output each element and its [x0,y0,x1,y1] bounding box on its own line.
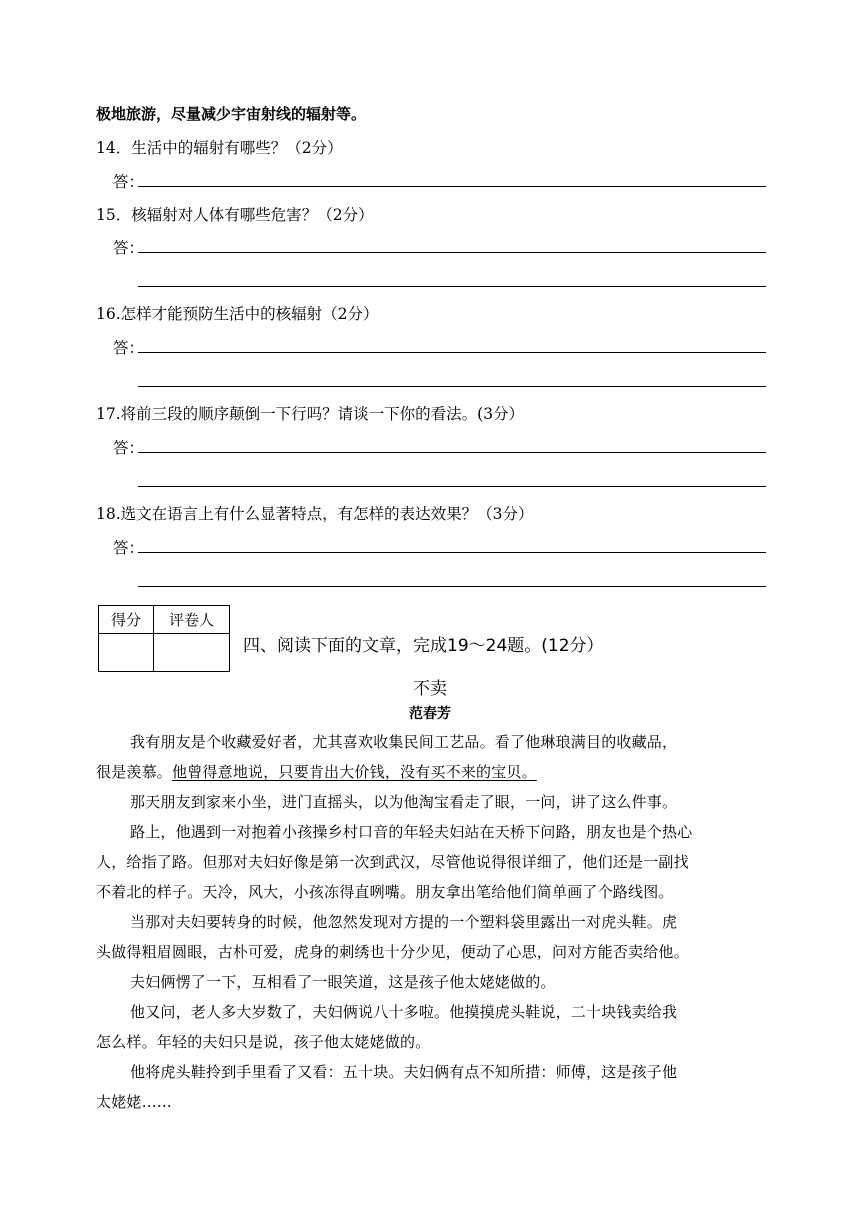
grader-header: 评卷人 [154,606,230,634]
question-14: 14．生活中的辐射有哪些？（2分） [96,139,343,157]
intro-line: 极地旅游，尽量减少宇宙射线的辐射等。 [96,105,367,123]
article-body [96,727,776,1117]
answer-line-16-2[interactable] [138,386,766,387]
question-15: 15．核辐射对人体有哪些危害？（2分） [96,206,374,224]
answer-label-16: 答： [113,339,145,357]
answer-label-17: 答： [113,439,145,457]
score-header: 得分 [99,606,154,634]
answer-line-17-1[interactable] [138,452,766,453]
paragraph-2: 那天朋友到家来小坐，进门直摇头，以为他淘宝看走了眼，一问，讲了这么件事。 [130,793,678,811]
answer-line-18-1[interactable] [138,552,766,553]
answer-line-16-1[interactable] [138,352,766,353]
paragraph-6-line-2: 怎么样。年轻的夫妇只是说，孩子他太姥姥做的。 [96,1033,431,1051]
paragraph-4-line-2: 头做得粗眉圆眼，古朴可爱，虎身的刺绣也十分少见，便动了心思，问对方能否卖给他。 [96,943,689,961]
score-table [98,605,230,672]
article-title: 不卖 [413,679,447,699]
answer-label-15: 答： [113,239,145,257]
paragraph-5: 夫妇俩愣了一下，互相看了一眼笑道，这是孩子他太姥姥做的。 [130,973,556,991]
paragraph-7-line-1: 他将虎头鞋拎到手里看了又看：五十块。夫妇俩有点不知所措：师傅，这是孩子他 [130,1063,678,1081]
paragraph-3-line-1: 路上，他遇到一对抱着小孩操乡村口音的年轻夫妇站在天桥下问路，朋友也是个热心 [130,823,693,841]
paragraph-3-line-2: 人，给指了路。但那对夫妇好像是第一次到武汉，尽管他说得很详细了，他们还是一副找 [96,853,689,871]
grader-cell[interactable] [154,634,230,672]
answer-line-14-1[interactable] [138,186,766,187]
paragraph-6-line-1: 他又问，老人多大岁数了，夫妇俩说八十多啦。他摸摸虎头鞋说，二十块钱卖给我 [130,1003,678,1021]
paragraph-4-line-1: 当那对夫妇要转身的时候，他忽然发现对方提的一个塑料袋里露出一对虎头鞋。虎 [130,913,678,931]
answer-label-14: 答： [113,173,145,191]
answer-line-15-1[interactable] [138,252,766,253]
paragraph-3-line-3: 不着北的样子。天冷，风大，小孩冻得直咧嘴。朋友拿出笔给他们简单画了个路线图。 [96,883,674,901]
paragraph-1-line-2-text: 很是羡慕。 [96,763,173,781]
question-16: 16.怎样才能预防生活中的核辐射（2分） [96,305,379,323]
paragraph-7-line-2: 太姥姥…… [96,1093,173,1111]
article-author: 范春芳 [409,706,451,722]
underlined-sentence: 他曾得意地说，只要肯出大价钱，没有买不来的宝贝。 [172,763,537,781]
answer-line-17-2[interactable] [138,486,766,487]
answer-line-15-2[interactable] [138,286,766,287]
score-cell[interactable] [99,634,154,672]
answer-label-18: 答： [113,539,145,557]
question-17: 17.将前三段的顺序颠倒一下行吗？请谈一下你的看法。(3分） [96,405,525,423]
question-18: 18.选文在语言上有什么显著特点，有怎样的表达效果？（3分） [96,505,534,523]
section-heading: 四、阅读下面的文章，完成19～24题。(12分） [243,636,604,656]
answer-line-18-2[interactable] [138,586,766,587]
paragraph-1-line-2 [96,757,776,787]
paragraph-1-line-1: 我有朋友是个收藏爱好者，尤其喜欢收集民间工艺品。看了他琳琅满目的收藏品， [130,733,678,751]
